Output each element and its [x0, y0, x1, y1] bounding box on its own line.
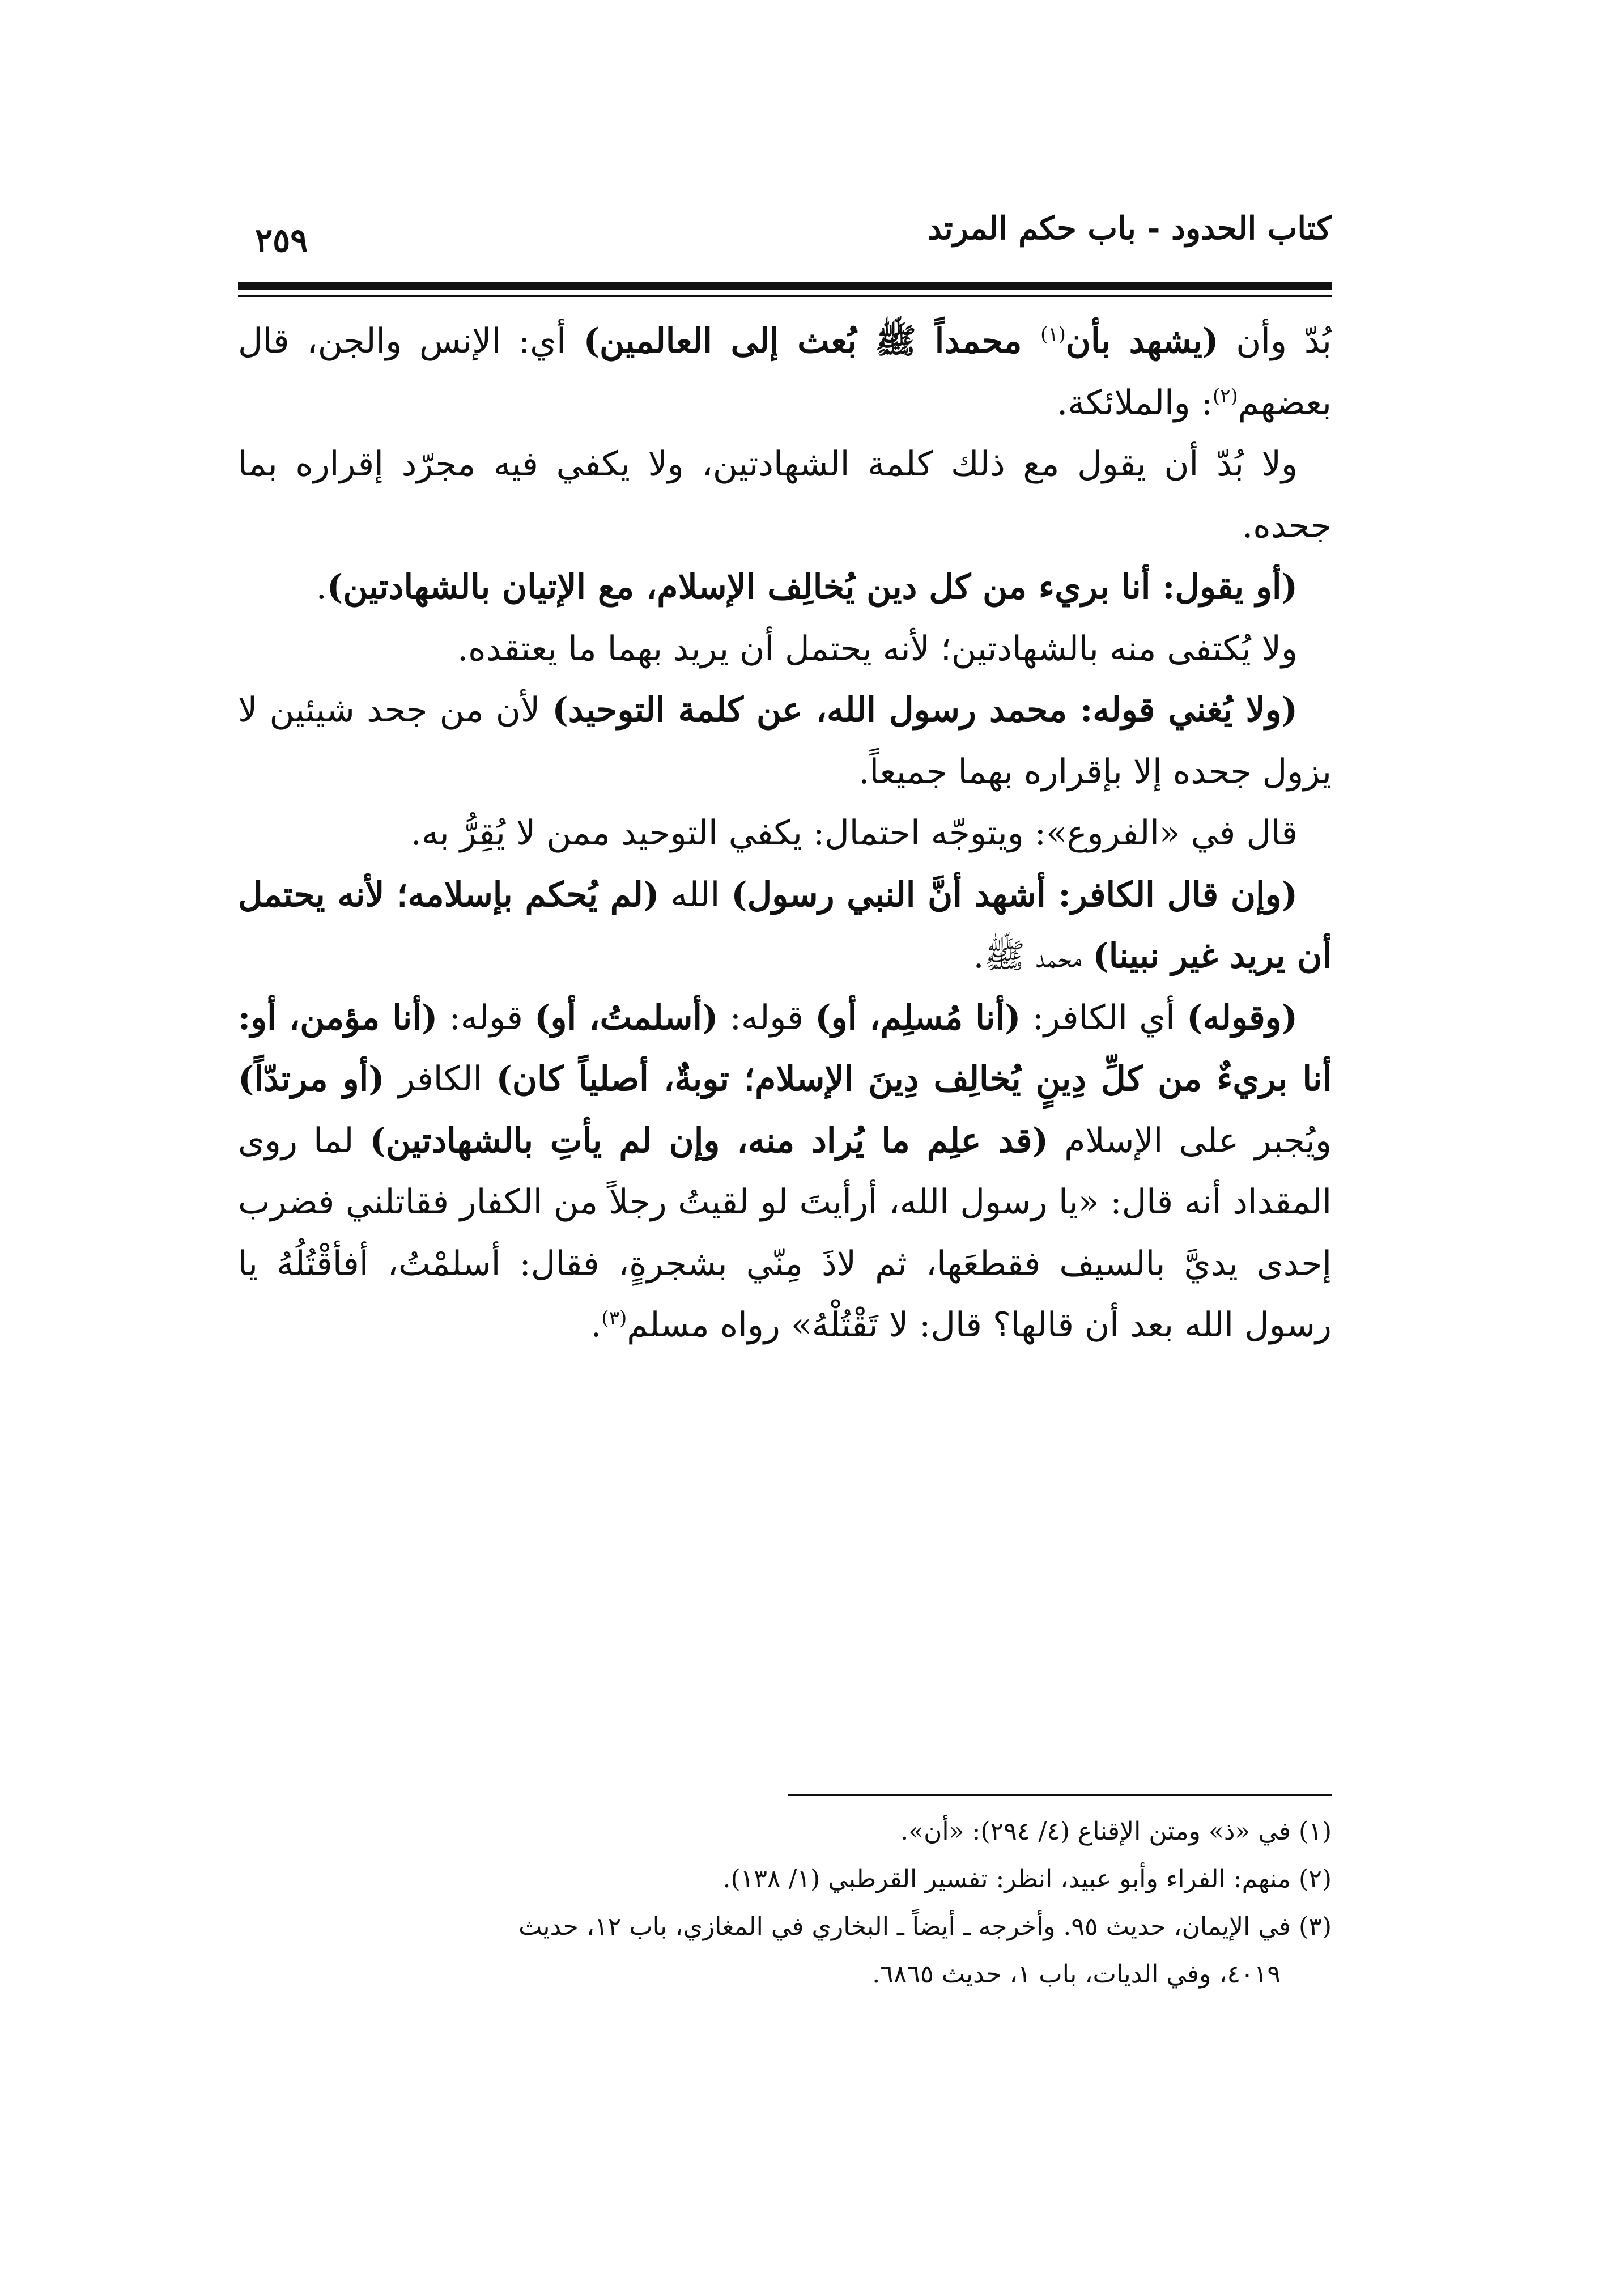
text-run: .: [590, 1305, 602, 1345]
text-run: ويُجبر على الإسلام: [1048, 1120, 1332, 1161]
header-rule-thin: [238, 295, 1332, 297]
footnote-separator: [788, 1794, 1332, 1796]
matn-text: (وقوله): [1187, 997, 1298, 1038]
paragraph-3: [238, 557, 1332, 618]
text-run: قوله:: [437, 997, 535, 1038]
matn-text: (وإن قال الكافر: أشهد أنَّ النبي رسول): [731, 874, 1298, 915]
text-run: : والملائكة.: [1057, 383, 1213, 423]
footnote-3: (٣) في الإيمان، حديث ٩٥. وأخرجه ـ أيضاً ـ البخاري في المغازي، باب ١٢، حديث: [518, 1912, 1332, 1941]
page-number: ٢٥٩: [255, 221, 308, 260]
matn-text: محمداً ﷺ بُعث إلى العالمين): [583, 321, 1041, 361]
paragraph-4: ولا يُكتفى منه بالشهادتين؛ لأنه يحتمل أن يريد بهما ما يعتقده.: [457, 629, 1298, 669]
paragraph-7: [238, 864, 1332, 987]
text-run: لأن من جحد شيئين لا يزول جحده إلا بإقراره بهما جميعاً.: [238, 690, 1332, 792]
text-run: .: [316, 567, 327, 607]
footnote-ref-2: (٢): [1212, 384, 1238, 407]
text-run: أي الكافر:: [1021, 997, 1187, 1038]
paragraph-5: [238, 680, 1332, 802]
text-run: الله: [659, 874, 732, 915]
main-text: [238, 311, 1332, 1784]
header-rule-thick: [238, 282, 1332, 290]
running-header: [238, 210, 1332, 278]
text-run: بُدّ وأن: [1218, 321, 1332, 361]
footnote-2: (٢) منهم: الفراء وأبو عبيد، انظر: تفسير القرطبي (١/ ١٣٨).: [722, 1865, 1332, 1893]
matn-text: (ولا يُغني قوله: محمد رسول الله، عن كلمة التوحيد): [552, 690, 1298, 730]
matn-text: (لم يُحكم بإسلامه؛ لأنه يحتمل أن يريد غير نبينا): [238, 874, 1332, 976]
footnote-ref-1: (١): [1040, 323, 1066, 346]
paragraph-6: قال في «الفروع»: ويتوجّه احتمال: يكفي التوحيد ممن لا يُقِرُّ به.: [410, 813, 1298, 853]
text-run: لما روى المقداد أنه قال: «يا رسول الله، أرأيتَ لو لقيتُ رجلاً من الكفار فقاتلني فضرب إحدى يديَّ بالسيف فقطعَها، ثم لاذَ مِنّي بشجرةٍ، فقال: أسلمْتُ، أفأقْتُلُهُ يا رسول الله بعد أن قالها؟ قال: لا تَقْتُلْهُ» رواه مسلم: [238, 1120, 1332, 1345]
text-run: أي: الإنس والجن، قال بعضهم: [238, 321, 1332, 423]
footnote-1: (١) في «ذ» ومتن الإقناع (٤/ ٢٩٤): «أن».: [900, 1817, 1332, 1846]
footnote-ref-3: (٣): [601, 1307, 627, 1330]
matn-text: (أنا مؤمن، أو: أنا بريءٌ من كلِّ دِينٍ يُخالِف دِينَ الإسلام؛ توبةٌ، أصلياً كان): [238, 997, 1332, 1099]
paragraph-2: ولا بُدّ أن يقول مع ذلك كلمة الشهادتين، ولا يكفي فيه مجرّد إقراره بما جحده.: [238, 444, 1332, 546]
matn-text: (أنا مُسلِم، أو): [815, 997, 1021, 1038]
matn-text: (يشهد بأن: [1065, 321, 1219, 361]
paragraph-1: [238, 311, 1332, 434]
paragraph-8: [238, 987, 1332, 1356]
matn-text: (أو مرتدّاً): [238, 1059, 385, 1099]
footnote-3-continued: ٤٠١٩، وفي الديات، باب ١، حديث ٦٨٦٥.: [872, 1960, 1281, 1989]
text-run: قوله:: [718, 997, 815, 1038]
matn-text: (قد علِم ما يُراد منه، وإن لم يأتِ بالشهادتين): [369, 1120, 1048, 1161]
chapter-title: كتاب الحدود - باب حكم المرتد: [927, 210, 1332, 247]
matn-text: (أو يقول: أنا بريء من كل دين يُخالِف الإسلام، مع الإتيان بالشهادتين): [326, 567, 1298, 607]
matn-text: (أسلمتُ، أو): [534, 997, 719, 1038]
text-run: محمد ﷺ.: [973, 936, 1093, 976]
text-run: الكافر: [384, 1059, 496, 1099]
footnotes: [238, 1808, 1332, 2091]
